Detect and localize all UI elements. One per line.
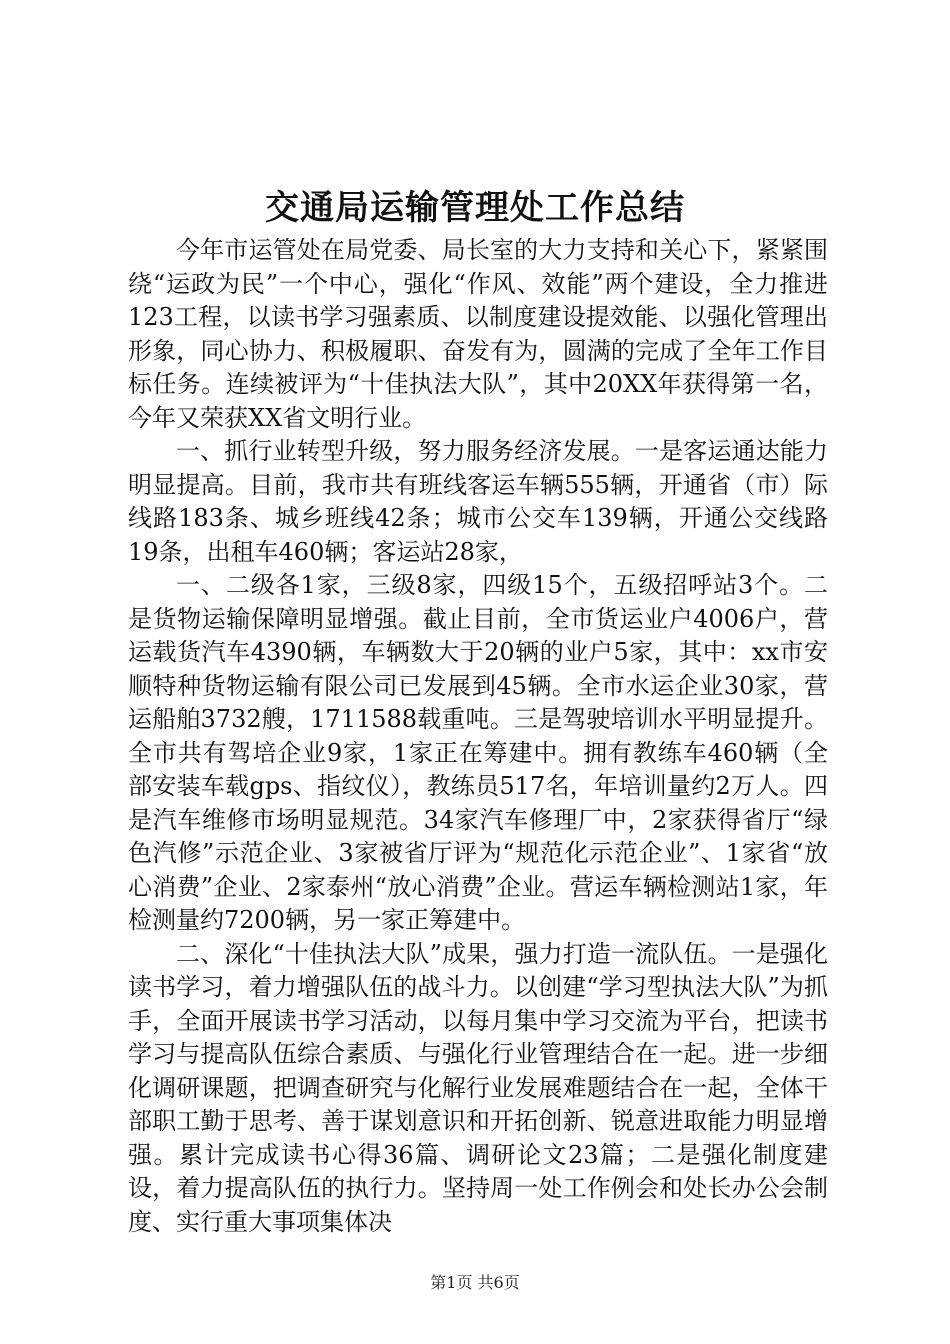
document-title: 交通局运输管理处工作总结 [265, 188, 685, 228]
paragraph-section-1: 一、抓行业转型升级，努力服务经济发展。一是客运通达能力明显提高。目前，我市共有班线客运车辆555辆，开通省（市）际线路183条、城乡班线42条；城市公交车139辆，开通公交线路19条，出租车460辆；客运站28家， [128, 437, 828, 566]
paragraph-section-2: 二、深化“十佳执法大队”成果，强力打造一流队伍。一是强化读书学习，着力增强队伍的战斗力。以创建“学习型执法大队”为抓手，全面开展读书学习活动，以每月集中学习交流为平台，把读书学习与提高队伍综合素质、与强化行业管理结合在一起。进一步细化调研课题，把调查研究与化解行业发展难题结合在一起，全体干部职工勤于思考、善于谋划意识和开拓创新、锐意进取能力明显增强。累计完成读书心得36篇、调研论文23篇；二是强化制度建设，着力提高队伍的执行力。坚持周一处工作例会和处长办公会制度、实行重大事项集体决 [128, 939, 828, 1236]
page-footer: 第1页 共6页 [430, 1273, 520, 1292]
paragraph-section-1-continued: 一、二级各1家，三级8家，四级15个，五级招呼站3个。二是货物运输保障明显增强。截止目前，全市货运业户4006户，营运载货汽车4390辆，车辆数大于20辆的业户5家，其中：xx市安顺特种货物运输有限公司已发展到45辆。全市水运企业30家，营运船舶3732艘，1711588载重吨。三是驾驶培训水平明显提升。全市共有驾培企业9家，1家正在筹建中。拥有教练车460辆（全部安装车载gps、指纹仪），教练员517名，年培训量约2万人。四是汽车维修市场明显规范。34家汽车修理厂中，2家获得省厅“绿色汽修”示范企业、3家被省厅评为“规范化示范企业”、1家省“放心消费”企业、2家泰州“放心消费”企业。营运车辆检测站1家，年检测量约7200辆，另一家正筹建中。 [128, 571, 828, 934]
document-body [128, 234, 828, 1239]
paragraph-intro: 今年市运管处在局党委、局长室的大力支持和关心下，紧紧围绕“运政为民”一个中心，强化“作风、效能”两个建设，全力推进123工程，以读书学习强素质、以制度建设提效能、以强化管理出形象，同心协力、积极履职、奋发有为，圆满的完成了全年工作目标任务。连续被评为“十佳执法大队”，其中20XX年获得第一名，今年又荣获XX省文明行业。 [128, 236, 828, 432]
